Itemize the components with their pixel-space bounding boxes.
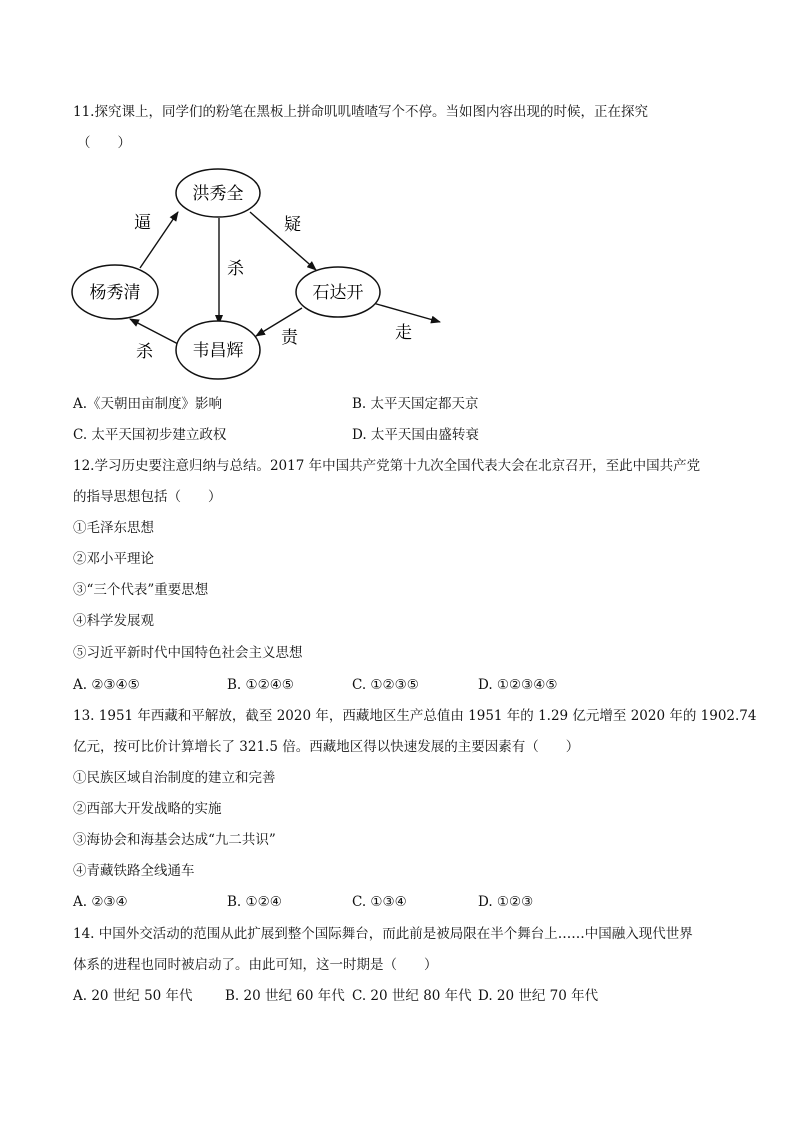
q12-option-a[interactable]: A. ②③④⑤ [73,677,140,693]
q12-option-b[interactable]: B. ①②④⑤ [227,677,294,693]
q14-stem-line2: 体系的进程也同时被启动了。由此可知，这一时期是（ ） [73,957,438,973]
q12-item-4: ④科学发展观 [73,613,154,629]
q11-option-a[interactable]: A.《天朝田亩制度》影响 [73,396,223,412]
q11-stem-line2: （ ） [77,135,131,151]
q12-option-d[interactable]: D. ①②③④⑤ [478,677,558,693]
node-yang-label: 杨秀清 [89,283,141,303]
edge-hong-to-shi [250,212,316,270]
q13-option-a[interactable]: A. ②③④ [73,894,128,910]
q13-option-c[interactable]: C. ①③④ [352,894,407,910]
edge-label-zou: 走 [395,323,412,343]
q12-stem-line2: 的指导思想包括（ ） [73,489,222,505]
q13-option-b[interactable]: B. ①②④ [227,894,282,910]
edge-label-ze: 责 [281,328,298,348]
q14-stem-line1: 14. 中国外交活动的范围从此扩展到整个国际舞台，而此前是被局限在半个舞台上……中国融入现代世界 [73,926,693,942]
q14-option-a[interactable]: A. 20 世纪 50 年代 [73,988,193,1004]
q13-item-3: ③海协会和海基会达成“九二共识” [73,832,276,848]
q12-item-3: ③“三个代表”重要思想 [73,582,209,598]
q13-option-d[interactable]: D. ①②③ [478,894,534,910]
edge-shi-away [373,303,440,322]
q12-option-c[interactable]: C. ①②③⑤ [352,677,419,693]
q11-stem-line1: 11.探究课上，同学们的粉笔在黑板上拼命叽叽喳喳写个不停。当如图内容出现的时候，正在探究 [73,104,648,120]
edge-label-yi: 疑 [284,215,301,235]
edge-label-sha-vertical: 杀 [227,259,244,279]
q12-stem-line1: 12.学习历史要注意归纳与总结。2017 年中国共产党第十九次全国代表大会在北京召开，至此中国共产党 [73,458,701,474]
q13-item-1: ①民族区域自治制度的建立和完善 [73,770,276,786]
q12-item-2: ②邓小平理论 [73,551,154,567]
node-shi-label: 石达开 [312,283,364,303]
edge-label-bi: 逼 [134,213,151,233]
node-wei-label: 韦昌辉 [192,341,244,361]
q13-item-2: ②西部大开发战略的实施 [73,801,222,817]
q13-stem-line1: 13. 1951 年西藏和平解放，截至 2020 年，西藏地区生产总值由 1951 年的 1.29 亿元增至 2020 年的 1902.74 [73,708,757,724]
q12-item-5: ⑤习近平新时代中国特色社会主义思想 [73,645,303,661]
q14-option-d[interactable]: D. 20 世纪 70 年代 [478,988,599,1004]
q11-option-b[interactable]: B. 太平天国定都天京 [352,396,479,412]
node-hong-label: 洪秀全 [192,184,244,204]
q13-item-4: ④青藏铁路全线通车 [73,863,195,879]
q11-diagram [70,160,450,385]
q11-option-d[interactable]: D. 太平天国由盛转衰 [352,427,479,443]
q11-option-c[interactable]: C. 太平天国初步建立政权 [73,427,227,443]
q14-option-c[interactable]: C. 20 世纪 80 年代 [352,988,472,1004]
q13-stem-line2: 亿元，按可比价计算增长了 321.5 倍。西藏地区得以快速发展的主要因素有（ ） [73,739,580,755]
q12-item-1: ①毛泽东思想 [73,520,154,536]
q14-option-b[interactable]: B. 20 世纪 60 年代 [225,988,345,1004]
edge-label-sha-bottom: 杀 [136,342,153,362]
